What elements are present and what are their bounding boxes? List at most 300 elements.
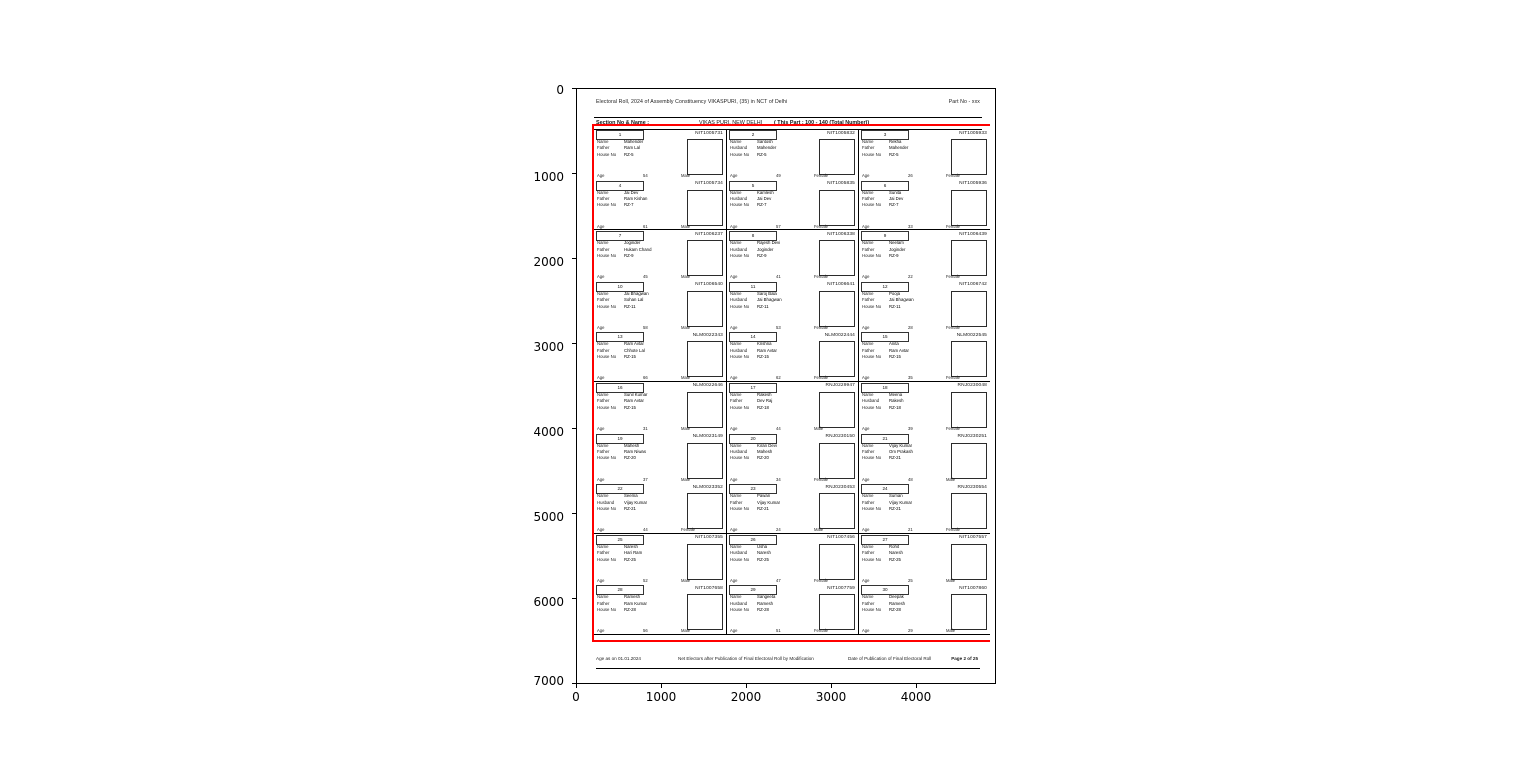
voter-card-header [596,434,724,442]
voter-card[interactable] [726,230,858,281]
voter-relation-label: Father [597,448,610,454]
voter-photo-placeholder [951,493,987,529]
voter-epic-number: NIT1005936 [959,181,987,187]
voter-gender-value: Male [946,476,956,482]
y-tick-label: 4000 [533,425,564,439]
voter-age-gender [862,628,986,633]
voter-gender-value: Male [681,324,691,330]
voter-name-label: Name [597,240,609,246]
voter-card[interactable] [726,281,858,332]
voter-card[interactable] [594,331,726,382]
voter-house-number-value: RZ-28 [889,607,901,613]
voter-card[interactable] [858,281,990,332]
voter-photo-placeholder [819,544,855,580]
voter-card[interactable] [594,180,726,231]
voter-house-number-value: RZ-5 [757,151,767,157]
voter-relation-value: Naresh [757,550,771,556]
voter-house-number [730,455,816,461]
voter-age-gender [597,527,721,532]
voter-age-label: Age [597,375,605,381]
voter-relation-value: Ram Avtar [624,398,644,404]
voter-relation-label: Father [730,499,743,505]
voter-house-number-value: RZ-5 [624,151,634,157]
voter-relation-label: Father [597,398,610,404]
voter-photo-placeholder [819,493,855,529]
voter-house-number-value: RZ-21 [889,505,901,511]
voter-photo-placeholder [687,341,723,377]
voter-name-value: Seema [624,493,638,499]
voter-card-header [729,231,856,239]
voter-house-number-value: RZ-11 [624,303,636,309]
voter-serial-number: 17 [729,383,777,393]
y-tick-label: 2000 [533,255,564,269]
voter-card-header [596,585,724,593]
voter-relation-value: Joginder [889,246,906,252]
voter-relation-label: Father [862,145,875,151]
voter-name-label: Name [597,442,609,448]
voter-name-label: Name [862,391,874,397]
voter-card-header [729,484,856,492]
voter-card-header [729,130,856,138]
voter-name-value: Sunil Kumar [624,391,648,397]
voter-house-number [862,253,948,259]
voter-house-number-value: RZ-18 [889,404,901,410]
voter-epic-number: NIT1007355 [695,535,723,541]
voter-gender-value: Female [946,324,960,330]
voter-name-label: Name [730,442,742,448]
voter-serial-number: 25 [596,535,644,545]
voter-epic-number: RNJ0230554 [957,484,987,490]
voter-card-header [596,484,724,492]
voter-row [594,382,990,433]
voter-epic-number: NIT1005933 [959,130,987,136]
voter-photo-placeholder [951,392,987,428]
voter-house-number-label: House No [597,505,617,511]
voter-card-header [861,181,988,189]
voter-photo-placeholder [951,341,987,377]
voter-relation-label: Husband [730,347,748,353]
voter-serial-number: 4 [596,181,644,191]
voter-epic-number: NIT1007759 [827,585,855,591]
voter-gender-value: Male [681,223,691,229]
voter-photo-placeholder [951,291,987,327]
voter-age-value: 51 [776,628,781,634]
voter-age-gender [597,325,721,330]
voter-house-number [862,607,948,613]
voter-card[interactable] [594,382,726,433]
voter-age-value: 35 [908,375,913,381]
voter-gender-value: Male [681,426,691,432]
voter-name-label: Name [597,594,609,600]
voter-row [594,534,990,585]
voter-relation-label: Father [597,550,610,556]
voter-serial-number: 1 [596,130,644,140]
voter-row [594,483,990,534]
voter-epic-number: NIT1006237 [695,231,723,237]
voter-house-number-label: House No [597,303,617,309]
y-tick-label: 1000 [533,170,564,184]
voter-row [594,180,990,231]
voter-age-gender [730,477,854,482]
voter-card[interactable] [858,534,990,585]
voter-serial-number: 14 [729,332,777,342]
voter-serial-number: 29 [729,585,777,595]
voter-age-value: 56 [643,628,648,634]
x-tick-label: 0 [572,690,580,704]
voter-serial-number: 8 [729,231,777,241]
voter-house-number-label: House No [730,253,750,258]
voter-card[interactable] [726,534,858,585]
section-label: Section No & Name : [596,120,650,126]
voter-photo-placeholder [951,190,987,226]
voter-photo-placeholder [819,139,855,175]
voter-age-label: Age [862,527,870,533]
voter-serial-number: 15 [861,332,909,342]
voter-house-number-label: House No [862,354,882,360]
voter-relation-label: Father [597,145,610,151]
voter-relation-label: Husband [730,600,748,606]
voter-serial-number: 22 [596,484,644,494]
voter-age-gender [730,527,854,532]
voter-name-label: Name [862,442,874,448]
voter-serial-number: 20 [729,434,777,444]
voter-house-number [862,202,948,208]
voter-serial-number: 27 [861,535,909,545]
voter-name-label: Name [862,493,874,499]
voter-name-value: Rekha [889,139,902,144]
voter-card-header [861,585,988,593]
voter-gender-value: Female [814,577,828,583]
voter-house-number-label: House No [597,253,617,258]
voter-gender-value: Male [681,577,691,583]
voter-relation-label: Father [862,196,875,201]
document-header [596,99,980,111]
voter-house-number [862,506,948,512]
voter-card-header [729,535,856,543]
voter-epic-number: RNJ0230251 [957,434,987,440]
voter-serial-number: 9 [861,231,909,241]
voter-card-header [596,282,724,290]
voter-name-value: Mahesh [624,442,640,448]
voter-card[interactable] [594,534,726,585]
voter-relation-value: Om Prakash [889,448,913,454]
voter-name-value: Suman [889,493,903,499]
tick-mark [916,684,917,688]
voter-age-gender [862,477,986,482]
voter-card[interactable] [594,483,726,534]
voter-house-number-label: House No [862,253,882,258]
voter-age-gender [730,628,854,633]
voter-photo-placeholder [819,341,855,377]
voter-age-gender [597,477,721,482]
voter-name-label: Name [730,493,742,499]
voter-epic-number: NIT1006742 [959,282,987,288]
voter-age-label: Age [862,173,870,179]
voter-house-number [862,455,948,461]
voter-epic-number: RNJ0230150 [825,434,855,440]
voter-house-number-label: House No [862,151,882,157]
voter-relation-value: Hari Ram [624,550,643,556]
voter-relation-label: Father [862,347,875,353]
voter-name-value: Jai Bhagwan [624,290,649,296]
voter-name-value: Anita [889,341,899,347]
voter-house-number-value: RZ-21 [624,505,636,511]
voter-house-number [730,304,816,310]
voter-house-number [862,405,948,411]
voter-house-number [730,253,816,259]
voter-relation-label: Husband [862,398,880,404]
voter-age-gender [730,375,854,380]
voter-house-number [597,557,683,563]
voter-house-number [730,506,816,512]
voter-house-number [730,152,816,158]
voter-relation-label: Father [862,600,875,606]
voter-house-number [862,152,948,158]
voter-card-header [596,231,724,239]
voter-age-gender [730,426,854,431]
voter-card-header [729,383,856,391]
voter-relation-label: Father [597,196,610,201]
voter-age-value: 66 [643,375,648,381]
voter-photo-placeholder [951,594,987,630]
voter-gender-value: Female [946,527,960,533]
voter-card[interactable] [858,180,990,231]
voter-age-gender [862,224,986,229]
voter-name-value: Santosh [757,139,773,144]
voter-age-label: Age [597,527,605,533]
voter-name-label: Name [597,493,609,499]
voter-gender-value: Male [946,577,956,583]
voter-age-value: 33 [908,223,913,229]
voter-card-header [596,383,724,391]
voter-card[interactable] [858,331,990,382]
voter-house-number-label: House No [730,455,750,461]
voter-epic-number: NIT1005734 [695,181,723,187]
voter-age-gender [862,578,986,583]
voter-card[interactable] [594,584,726,635]
voter-relation-label: Husband [730,297,748,303]
voter-card-header [596,332,724,340]
voter-relation-label: Father [730,398,743,404]
voter-gender-value: Male [681,476,691,482]
voter-name-label: Name [862,594,874,600]
voter-card[interactable] [858,584,990,635]
voter-name-label: Name [862,139,874,144]
voter-relation-value: Rakesh [889,398,904,404]
voter-house-number-label: House No [730,607,750,613]
voter-relation-value: Joginder [757,246,774,252]
voter-serial-number: 19 [596,434,644,444]
voter-house-number-label: House No [730,303,750,309]
voter-name-value: Krishna [757,341,772,347]
voter-age-label: Age [862,274,870,280]
voter-house-number-label: House No [862,404,882,410]
voter-house-number-value: RZ-9 [757,253,767,258]
voter-relation-label: Father [862,499,875,505]
voter-serial-number: 2 [729,130,777,140]
voter-relation-label: Husband [730,550,748,556]
voter-house-number-value: RZ-25 [889,556,901,562]
voter-serial-number: 23 [729,484,777,494]
voter-age-label: Age [730,476,738,482]
voter-relation-value: Hukam Chand [624,246,652,252]
voter-house-number [730,557,816,563]
voter-house-number-value: RZ-28 [757,607,769,613]
voter-card[interactable] [726,584,858,635]
voter-house-number [862,557,948,563]
voter-name-label: Name [597,341,609,347]
voter-house-number-value: RZ-15 [889,354,901,360]
voter-card[interactable] [726,129,858,180]
voter-house-number [597,506,683,512]
voter-card[interactable] [726,382,858,433]
voter-epic-number: NIT1006439 [959,231,987,237]
voter-name-value: Kamlesh [757,189,774,195]
voter-house-number-label: House No [730,151,750,157]
voter-house-number-value: RZ-11 [757,303,769,309]
voter-card-header [861,434,988,442]
voter-age-label: Age [597,223,605,229]
voter-card[interactable] [858,230,990,281]
voter-age-label: Age [862,324,870,330]
voter-relation-label: Father [597,246,610,252]
voter-relation-value: Mahender [889,145,909,151]
voter-card[interactable] [858,129,990,180]
voter-gender-value: Female [814,324,828,330]
footer-publication-date: Date of Publication of Final Electoral Roll [848,656,932,661]
voter-gender-value: Female [946,223,960,229]
voter-relation-value: Jai Dev [757,196,772,201]
voter-card[interactable] [726,483,858,534]
voter-card[interactable] [726,331,858,382]
plot-axes [576,88,996,684]
tick-mark [831,684,832,688]
tick-mark [576,684,577,688]
voter-house-number-label: House No [597,354,617,360]
tick-mark [661,684,662,688]
voter-relation-value: Vijay Kumar [757,499,781,505]
voter-epic-number: NIT1007456 [827,535,855,541]
voter-serial-number: 7 [596,231,644,241]
voter-age-label: Age [862,426,870,432]
voter-photo-placeholder [819,594,855,630]
voter-card[interactable] [594,281,726,332]
voter-relation-value: Sohan Lal [624,297,644,303]
voter-card[interactable] [858,433,990,484]
voter-age-label: Age [730,527,738,533]
section-range: ( This Part : 100 - 140 (Total Number)) [774,120,870,126]
voter-epic-number: NIT1007557 [959,535,987,541]
voter-house-number-label: House No [597,455,617,461]
voter-age-value: 44 [776,426,781,432]
voter-serial-number: 5 [729,181,777,191]
voter-age-gender [862,325,986,330]
voter-house-number-label: House No [862,303,882,309]
voter-card[interactable] [594,433,726,484]
voter-relation-value: Ram Niwas [624,448,646,454]
voter-age-value: 54 [643,173,648,179]
voter-name-label: Name [597,290,609,296]
voter-age-value: 25 [908,577,913,583]
voter-card-header [861,332,988,340]
voter-house-number-label: House No [730,354,750,360]
voter-age-gender [862,274,986,279]
voter-age-gender [597,628,721,633]
voter-house-number-value: RZ-7 [624,202,634,208]
voter-name-value: Sunita [889,189,902,195]
voter-house-number [597,253,683,259]
voter-relation-value: Ram Lal [624,145,641,151]
voter-gender-value: Female [814,274,828,280]
voter-name-label: Name [730,594,742,600]
voter-photo-placeholder [951,240,987,276]
voter-relation-value: Mahesh [757,448,773,454]
voter-relation-label: Father [597,600,610,606]
voter-card[interactable] [858,382,990,433]
voter-relation-value: Ramesh [889,600,906,606]
voter-card-header [729,282,856,290]
voter-name-label: Name [730,543,742,549]
voter-card[interactable] [726,433,858,484]
voter-age-label: Age [597,628,605,634]
voter-card[interactable] [594,129,726,180]
voter-house-number [730,202,816,208]
voter-relation-label: Father [597,347,610,353]
electoral-roll-page [584,91,990,683]
voter-gender-value: Female [814,628,828,634]
voter-age-value: 29 [908,628,913,634]
part-number-label: Part No - xxx [948,99,980,105]
voter-relation-label: Father [862,550,875,556]
voter-card[interactable] [858,483,990,534]
voter-house-number [597,354,683,360]
voter-house-number-value: RZ-20 [624,455,636,461]
voter-card[interactable] [726,180,858,231]
voter-serial-number: 30 [861,585,909,595]
voter-age-gender [862,375,986,380]
voter-age-value: 58 [643,324,648,330]
voter-name-label: Name [730,240,742,246]
voter-photo-placeholder [687,291,723,327]
voter-age-label: Age [730,223,738,229]
voter-age-value: 62 [776,375,781,381]
voter-house-number-value: RZ-28 [624,607,636,613]
y-tick-label: 7000 [533,674,564,688]
voter-gender-value: Male [681,173,691,179]
voter-epic-number: NIT1007860 [959,585,987,591]
voter-house-number-value: RZ-18 [757,404,769,410]
voter-name-value: Mahender [624,139,644,144]
voter-name-value: Rakesh [757,391,772,397]
voter-age-gender [597,173,721,178]
voter-house-number [597,607,683,613]
voter-epic-number: NLM0022646 [692,383,723,389]
voter-epic-number: NIT1005832 [827,130,855,136]
voter-relation-value: Ram Avtar [757,347,777,353]
voter-house-number [597,455,683,461]
voter-age-label: Age [862,375,870,381]
voter-card-header [861,484,988,492]
voter-card[interactable] [594,230,726,281]
voter-age-value: 24 [776,527,781,533]
tick-mark [746,684,747,688]
voter-house-number-value: RZ-11 [889,303,901,309]
y-tick-label: 5000 [533,510,564,524]
voter-gender-value: Female [946,375,960,381]
voter-age-gender [862,527,986,532]
voter-name-value: Kiran Devi [757,442,777,448]
voter-name-value: Meena [889,391,903,397]
